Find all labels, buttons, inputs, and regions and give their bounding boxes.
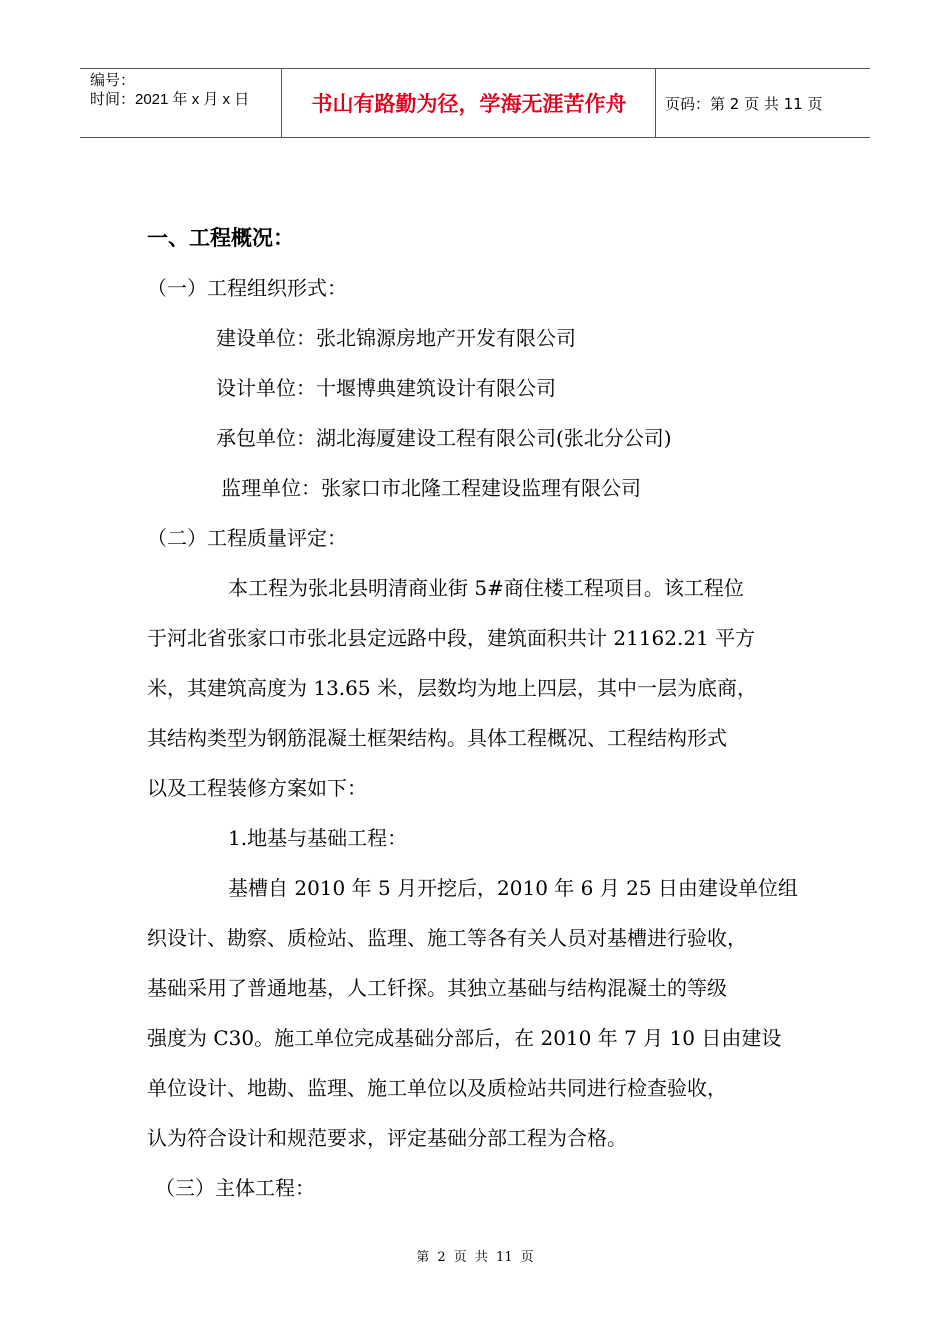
subheading-quality: （二）工程质量评定： <box>147 526 347 550</box>
paragraph-line: 强度为 C30。施工单位完成基础分部后，在 2010 年 7 月 10 日由建设 <box>147 1026 782 1050</box>
subheading-main: （三）主体工程： <box>155 1176 315 1200</box>
paragraph-line: 单位设计、地勘、监理、施工单位以及质检站共同进行检查验收， <box>147 1076 727 1100</box>
item-foundation: 1.地基与基础工程： <box>228 826 408 850</box>
header-meta <box>90 71 280 109</box>
paragraph-line: 以及工程装修方案如下： <box>147 776 367 800</box>
number-label: 编号： <box>90 72 136 89</box>
header-page-info: 页码：第 2 页 共 11 页 <box>665 94 823 113</box>
unit-contract: 承包单位：湖北海厦建设工程有限公司(张北分公司) <box>216 426 672 450</box>
header-divider <box>655 69 656 137</box>
unit-build: 建设单位：张北锦源房地产开发有限公司 <box>216 326 576 350</box>
header-motto: 书山有路勤为径，学海无涯苦作舟 <box>311 92 627 116</box>
paragraph-line: 本工程为张北县明清商业街 5#商住楼工程项目。该工程位 <box>228 576 744 600</box>
time-label: 时间：2021 年 x 月 x 日 <box>90 91 250 108</box>
paragraph-line: 于河北省张家口市张北县定远路中段，建筑面积共计 21162.21 平方 <box>147 626 756 650</box>
header-table <box>80 68 870 138</box>
unit-design: 设计单位：十堰博典建筑设计有限公司 <box>216 376 556 400</box>
unit-supervise: 监理单位：张家口市北隆工程建设监理有限公司 <box>221 476 641 500</box>
subheading-organization: （一）工程组织形式： <box>147 276 347 300</box>
paragraph-line: 基础采用了普通地基，人工钎探。其独立基础与结构混凝土的等级 <box>147 976 727 1000</box>
header-divider <box>281 69 282 137</box>
paragraph-line: 其结构类型为钢筋混凝土框架结构。具体工程概况、工程结构形式 <box>147 726 727 750</box>
page-footer: 第 2 页 共 11 页 <box>416 1250 534 1265</box>
paragraph-line: 基槽自 2010 年 5 月开挖后，2010 年 6 月 25 日由建设单位组 <box>228 876 798 900</box>
paragraph-line: 认为符合设计和规范要求，评定基础分部工程为合格。 <box>147 1126 627 1150</box>
paragraph-line: 织设计、勘察、质检站、监理、施工等各有关人员对基槽进行验收， <box>147 926 747 950</box>
paragraph-line: 米，其建筑高度为 13.65 米，层数均为地上四层，其中一层为底商， <box>147 676 757 700</box>
section-title: 一、工程概况： <box>147 226 294 250</box>
